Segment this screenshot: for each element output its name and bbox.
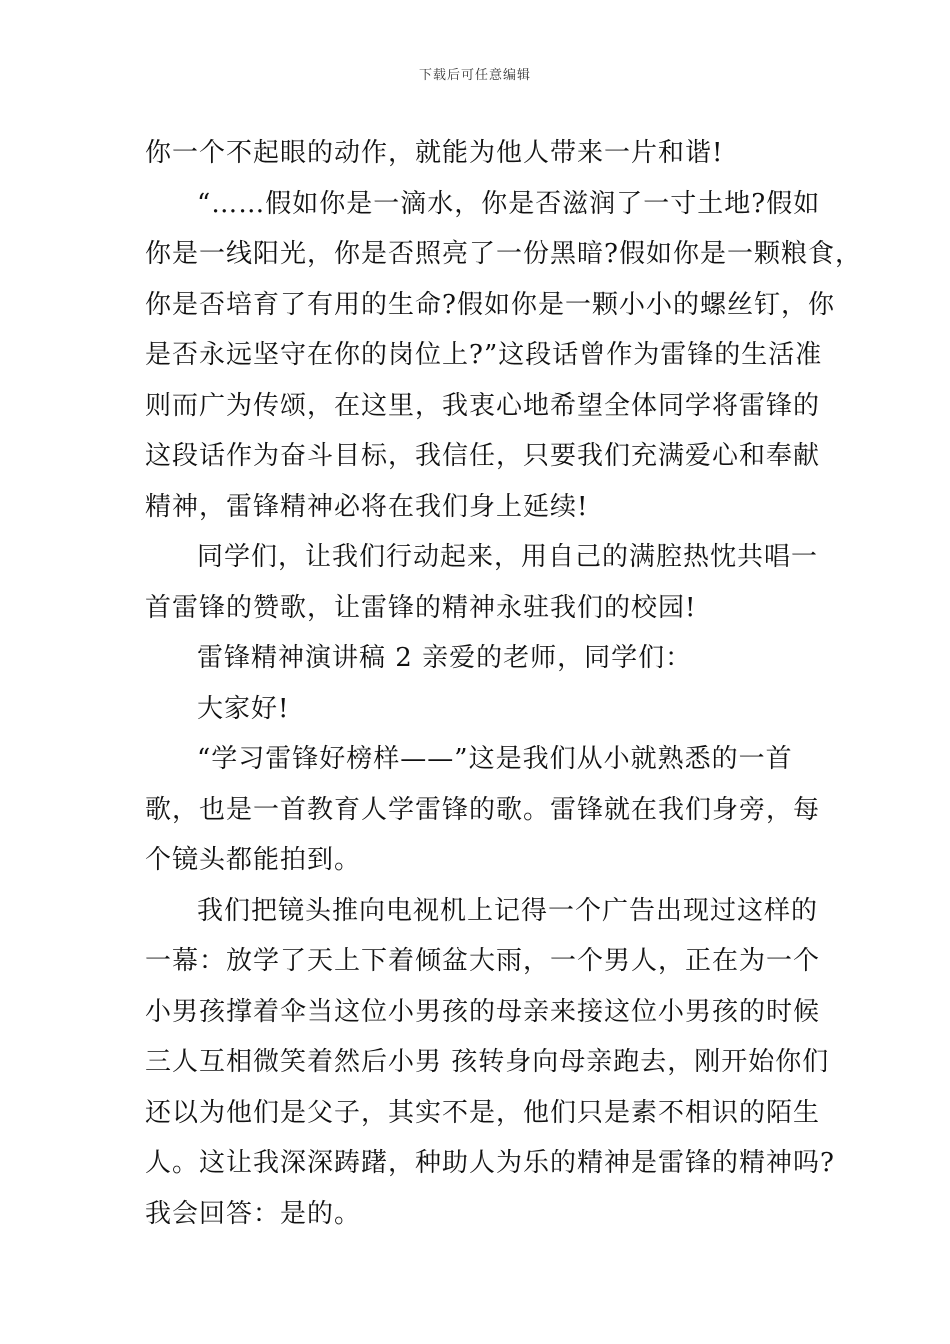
text-line: 还以为他们是父子，其实不是，他们只是素不相识的陌生 [145,1097,821,1128]
text-line: 雷锋精神演讲稿 2 亲爱的老师，同学们： [197,643,693,673]
text-line: 精神，雷锋精神必将在我们身上延续! [145,491,589,522]
text-line: 是否永远坚守在你的岗位上?”这段话曾作为雷锋的生活准 [145,340,823,370]
text-line: 同学们，让我们行动起来，用自己的满腔热忱共唱一 [197,542,819,572]
text-line: 则而广为传颂，在这里，我衷心地希望全体同学将雷锋的 [145,390,821,421]
text-line: 一幕：放学了天上下着倾盆大雨，一个男人，正在为一个 [145,946,821,976]
text-line: 这段话作为奋斗目标，我信任，只要我们充满爱心和奉献 [145,441,821,471]
text-line: 你是一线阳光，你是否照亮了一份黑暗?假如你是一颗粮食， [145,239,862,269]
text-line: 三人互相微笑着然后小男 孩转身向母亲跑去，刚开始你们 [145,1047,830,1077]
page-header: 下载后可任意编辑 [418,68,531,83]
text-line: 个镜头都能拍到。 [145,845,362,875]
document-body [145,128,862,1239]
text-line: 大家好! [197,693,290,724]
text-line: 首雷锋的赞歌，让雷锋的精神永驻我们的校园! [145,592,697,623]
text-line: 歌，也是一首教育人学雷锋的歌。雷锋就在我们身旁，每 [145,794,821,825]
text-line: 你一个不起眼的动作，就能为他人带来一片和谐! [145,138,724,168]
text-line: “……假如你是一滴水，你是否滋润了一寸土地?假如 [197,188,821,219]
text-line: 我们把镜头推向电视机上记得一个广告出现过这样的 [197,895,819,926]
text-line: 你是否培育了有用的生命?假如你是一颗小小的螺丝钉，你 [145,289,835,320]
text-line: 小男孩撑着伞当这位小男孩的母亲来接这位小男孩的时候 [145,996,821,1027]
text-line: 人。这让我深深踌躇，种助人为乐的精神是雷锋的精神吗? [145,1148,835,1178]
text-line: “学习雷锋好榜样——”这是我们从小就熟悉的一首 [197,744,793,774]
text-line: 我会回答：是的。 [145,1198,362,1229]
